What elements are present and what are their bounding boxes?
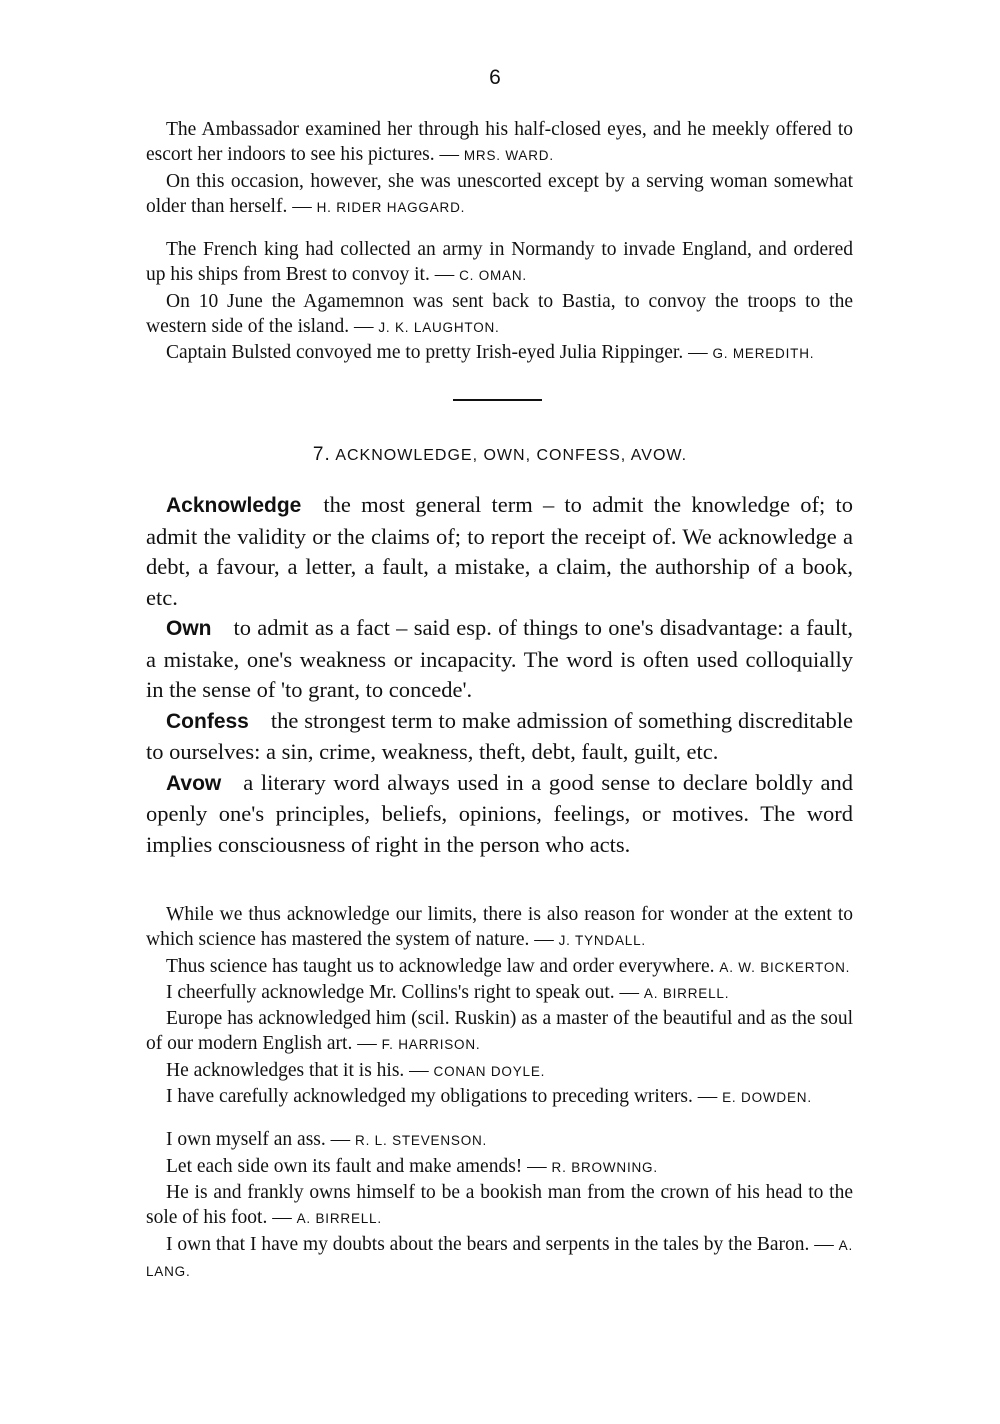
section-number: 7. bbox=[312, 444, 331, 465]
quotation bbox=[146, 237, 853, 289]
definition-term: Confess bbox=[166, 709, 249, 733]
quotation bbox=[146, 1154, 853, 1180]
quotation-author: A. BIRRELL. bbox=[296, 1211, 382, 1227]
quotation bbox=[146, 340, 853, 366]
quotation bbox=[146, 902, 853, 954]
quotation-author: A. LANG. bbox=[146, 1237, 854, 1279]
page-number: 6 bbox=[489, 66, 501, 89]
quotation-text: Let each side own its fault and make amends! — bbox=[166, 1155, 547, 1177]
section-heading bbox=[0, 444, 1000, 466]
section-title: ACKNOWLEDGE, OWN, CONFESS, AVOW. bbox=[335, 447, 688, 464]
definition-entry bbox=[146, 768, 853, 861]
quotation-text: I own myself an ass. — bbox=[166, 1129, 351, 1151]
quotation bbox=[146, 1058, 853, 1084]
definition-text: a literary word always used in a good sense to declare boldly and openly one's principles, beliefs, opinions, feelings, or motives. The word implies consciousness of right in the person who acts. bbox=[146, 769, 853, 857]
quotation-author: C. OMAN. bbox=[459, 268, 527, 284]
definition-term: Own bbox=[166, 617, 212, 640]
quotation-text: While we thus acknowledge our limits, there is also reason for wonder at the extent to which science has mastered the system of nature. — bbox=[146, 904, 853, 951]
quotation bbox=[146, 169, 853, 221]
definition-text: the most general term – to admit the knowledge of; to admit the validity or the claims of; to report the receipt of. We acknowledge a debt, a favour, a letter, a fault, a mistake, a claim, the authorship of a book, etc. bbox=[146, 492, 853, 610]
quotation-author: H. RIDER HAGGARD. bbox=[316, 199, 466, 215]
quotation bbox=[146, 1127, 853, 1153]
quotation-author: G. MEREDITH. bbox=[712, 346, 815, 362]
section-divider bbox=[453, 399, 542, 401]
quotation bbox=[146, 980, 853, 1006]
quotation bbox=[146, 1180, 853, 1232]
quotation-author: A. W. BICKERTON. bbox=[719, 959, 851, 975]
quotation-text: I have carefully acknowledged my obligations to preceding writers. — bbox=[166, 1086, 718, 1108]
quotation-author: E. DOWDEN. bbox=[722, 1090, 812, 1106]
quotation-author: MRS. WARD. bbox=[463, 148, 554, 164]
quotation-text: Captain Bulsted convoyed me to pretty Irish-eyed Julia Rippinger. — bbox=[166, 342, 708, 364]
definition-entry bbox=[146, 706, 853, 768]
quotation-text: I own that I have my doubts about the bears and serpents in the tales by the Baron. — bbox=[166, 1233, 834, 1255]
quotation-text: The Ambassador examined her through his half-closed eyes, and he meekly offered to escort her indoors to see his pictures. — bbox=[146, 119, 853, 166]
quotation-author: J. TYNDALL. bbox=[558, 933, 646, 949]
quotation-author: F. HARRISON. bbox=[381, 1037, 481, 1053]
definition-term: Avow bbox=[166, 771, 222, 795]
definitions bbox=[146, 490, 853, 860]
quotation bbox=[146, 1084, 853, 1110]
quotation bbox=[146, 954, 853, 980]
quotation-text: He is and frankly owns himself to be a bookish man from the crown of his head to the sole of his foot. — bbox=[146, 1181, 853, 1229]
group-gap bbox=[146, 1110, 853, 1127]
quotation-text: Thus science has taught us to acknowledge law and order everywhere. bbox=[166, 955, 715, 977]
quotation-text: Europe has acknowledged him (scil. Ruskin) as a master of the beautiful and as the soul of our modern English art. — bbox=[146, 1008, 853, 1055]
quotation-text: On this occasion, however, she was unescorted except by a serving woman somewhat older than herself. — bbox=[146, 170, 853, 217]
top-quotations bbox=[146, 117, 853, 367]
quotation-author: A. BIRRELL. bbox=[643, 985, 730, 1001]
definition-term: Acknowledge bbox=[166, 494, 302, 517]
quotation-text: On 10 June the Agamemnon was sent back to Bastia, to convoy the troops to the western side of the island. — bbox=[146, 290, 853, 338]
quotation-author: R. L. STEVENSON. bbox=[355, 1133, 488, 1149]
quotation-text: He acknowledges that it is his. — bbox=[166, 1059, 429, 1081]
quotation-author: CONAN DOYLE. bbox=[433, 1063, 546, 1079]
definition-entry bbox=[146, 613, 853, 706]
quotation bbox=[146, 117, 853, 169]
bottom-quotations bbox=[146, 902, 853, 1284]
definition-text: to admit as a fact – said esp. of things to one's disadvantage: a fault, a mistake, one's weakness or incapacity. The word is often used colloquially in the sense of 'to grant, to concede'. bbox=[146, 615, 853, 702]
quotation-text: I cheerfully acknowledge Mr. Collins's right to speak out. — bbox=[166, 981, 640, 1003]
group-gap bbox=[146, 220, 853, 237]
quotation-author: R. BROWNING. bbox=[551, 1159, 658, 1175]
quotation-author: J. K. LAUGHTON. bbox=[378, 320, 500, 336]
quotation bbox=[146, 289, 853, 341]
definition-text: the strongest term to make admission of something discreditable to ourselves: a sin, crime, weakness, theft, debt, fault, guilt, etc. bbox=[146, 707, 853, 764]
quotation bbox=[146, 1006, 853, 1058]
definition-entry bbox=[146, 490, 853, 613]
quotation bbox=[146, 1232, 853, 1285]
quotation-text: The French king had collected an army in Normandy to invade England, and ordered up his ships from Brest to convoy it. — bbox=[146, 239, 853, 286]
